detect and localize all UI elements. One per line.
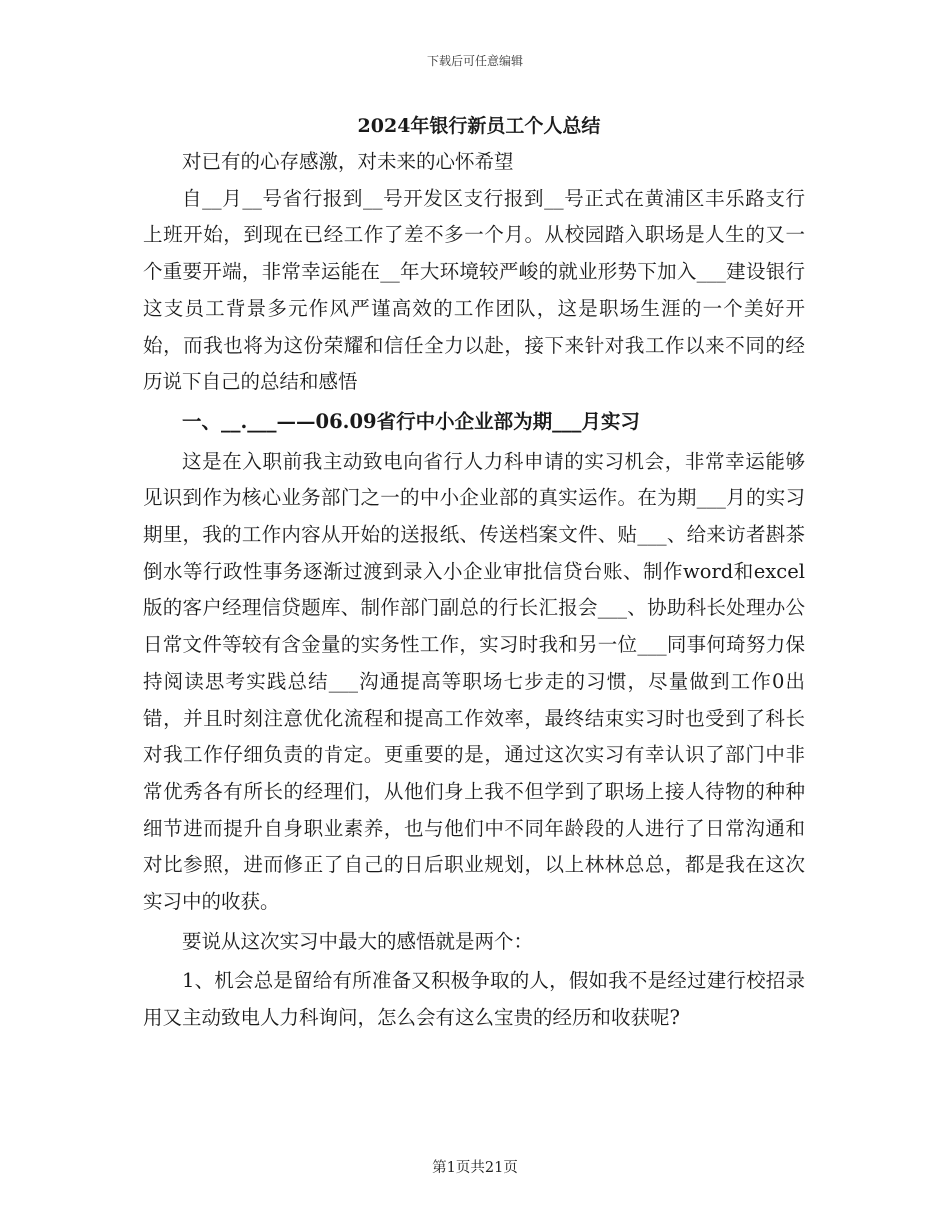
paragraph-intro: 对已有的心存感激，对未来的心怀希望	[182, 150, 514, 173]
paragraph-report: 自__月__号省行报到__号开发区支行报到__号正式在黄浦区丰乐路支行上班开始，到现在已经工作了差不多一个月。从校园踏入职场是人生的又一个重要开端，非常幸运能在__年大环境较严峻的就业形势下加入___建设银行这支员工背景多元作风严谨高效的工作团队，这是职场生涯的一个美好开始，而我也将为这份荣耀和信任全力以赴，接下来针对我工作以来不同的经历说下自己的总结和感悟	[143, 186, 805, 394]
paragraph-point-1: 1、机会总是留给有所准备又积极争取的人，假如我不是经过建行校招录用又主动致电人力科询问，怎么会有这么宝贵的经历和收获呢?	[143, 969, 805, 1030]
document-title: 2024年银行新员工个人总结	[357, 115, 601, 137]
paragraph-internship: 这是在入职前我主动致电向省行人力科申请的实习机会，非常幸运能够见识到作为核心业务部门之一的中小企业部的真实运作。在为期___月的实习期里，我的工作内容从开始的送报纸、传送档案文件、贴___、给来访者斟茶倒水等行政性事务逐渐过渡到录入小企业审批信贷台账、制作word和excel版的客户经理信贷题库、制作部门副总的行长汇报会___、协助科长处理办公日常文件等较有含金量的实务性工作，实习时我和另一位___同事何琦努力保持阅读思考实践总结___沟通提高等职场七步走的习惯，尽量做到工作0出错，并且时刻注意优化流程和提高工作效率，最终结束实习时也受到了科长对我工作仔细负责的肯定。更重要的是，通过这次实习有幸认识了部门中非常优秀各有所长的经理们，从他们身上我不但学到了职场上接人待物的种种细节进而提升自身职业素养，也与他们中不同年龄段的人进行了日常沟通和对比参照，进而修正了自己的日后职业规划，以上林林总总，都是我在这次实习中的收获。	[143, 449, 805, 914]
page-footer: 第1页共21页	[432, 1160, 518, 1176]
paragraph-insights: 要说从这次实习中最大的感悟就是两个：	[182, 929, 534, 953]
document-body	[143, 108, 805, 1037]
section-heading: 一、__.___——06.09省行中小企业部为期___月实习	[182, 409, 640, 433]
header-note: 下载后可任意编辑	[426, 54, 523, 68]
